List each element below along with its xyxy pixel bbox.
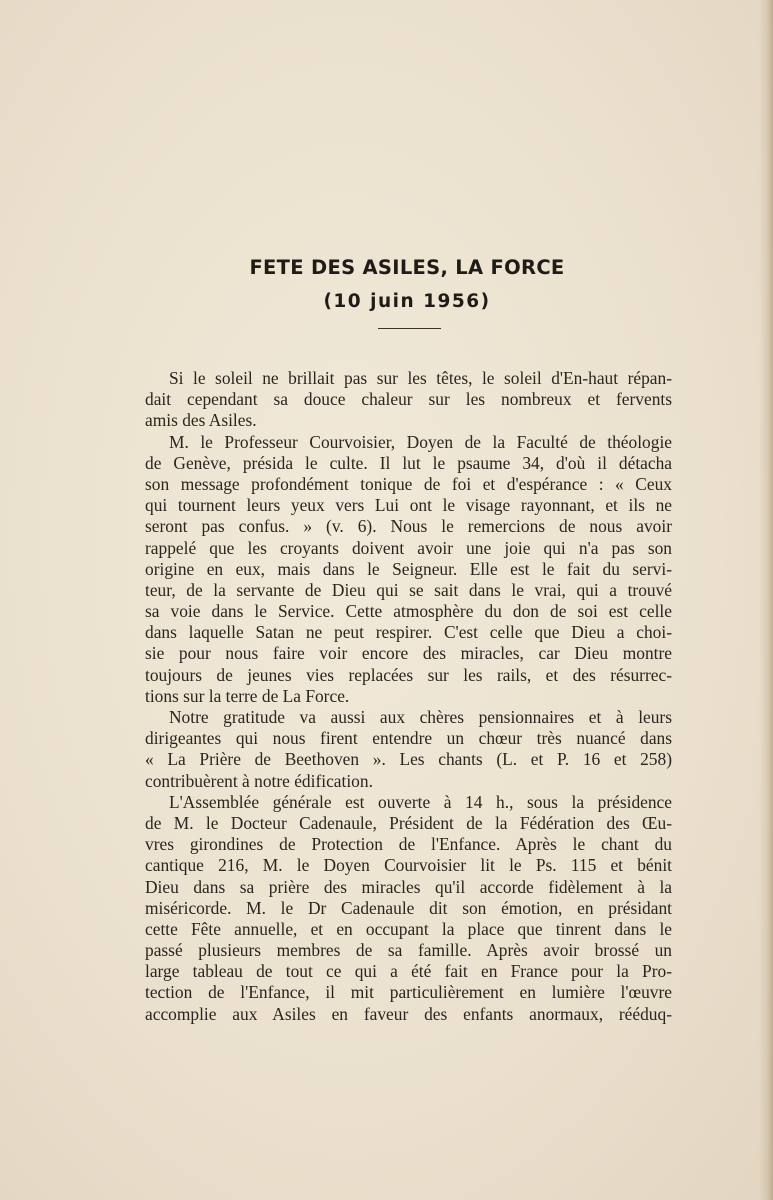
text-line: miséricorde. M. le Dr Cadenaule dit son émotion, en présidant xyxy=(145,897,672,918)
text-line: tection de l'Enfance, il mit particulièrement en lumière l'œuvre xyxy=(145,982,672,1003)
text-line: rappelé que les croyants doivent avoir une joie qui n'a pas son xyxy=(145,537,672,558)
text-line: dans laquelle Satan ne peut respirer. C'est celle que Dieu a choi- xyxy=(145,622,672,643)
text-line: cantique 216, M. le Doyen Courvoisier lit le Ps. 115 et bénit xyxy=(145,855,672,876)
text-line: seront pas confus. » (v. 6). Nous le remercions de nous avoir xyxy=(145,516,672,537)
text-line: L'Assemblée générale est ouverte à 14 h., sous la présidence xyxy=(169,791,672,812)
text-line: toujours de jeunes vies replacées sur les rails, et des résurrec- xyxy=(145,664,672,685)
text-line: son message profondément tonique de foi et d'espérance : « Ceux xyxy=(145,473,672,494)
text-line: vres girondines de Protection de l'Enfance. Après le chant du xyxy=(145,834,672,855)
text-line: « La Prière de Beethoven ». Les chants (L. et P. 16 et 258) xyxy=(145,749,672,770)
article-body xyxy=(145,368,672,1025)
article-title: FETE DES ASILES, LA FORCE xyxy=(249,256,565,279)
text-line: amis des Asiles. xyxy=(145,410,257,431)
text-line: sie pour nous faire voir encore des miracles, car Dieu montre xyxy=(145,643,672,664)
text-line: tions sur la terre de La Force. xyxy=(145,685,350,706)
text-line: de Genève, présida le culte. Il lut le psaume 34, d'où il détacha xyxy=(145,452,672,473)
text-line: dirigeantes qui nous firent entendre un chœur très nuancé dans xyxy=(145,728,672,749)
text-line: dait cependant sa douce chaleur sur les nombreux et fervents xyxy=(145,389,672,410)
text-line: accomplie aux Asiles en faveur des enfants anormaux, rééduq- xyxy=(145,1003,672,1024)
text-line: large tableau de tout ce qui a été fait en France pour la Pro- xyxy=(145,961,672,982)
text-line: cette Fête annuelle, et en occupant la place que tinrent dans le xyxy=(145,918,672,939)
text-line: sa voie dans le Service. Cette atmosphère du don de soi est celle xyxy=(145,601,672,622)
text-line: Notre gratitude va aussi aux chères pensionnaires et à leurs xyxy=(169,707,672,727)
text-line: Si le soleil ne brillait pas sur les têtes, le soleil d'En-haut répan- xyxy=(169,368,672,388)
text-line: M. le Professeur Courvoisier, Doyen de la Faculté de théologie xyxy=(169,431,672,452)
text-line: qui tournent leurs yeux vers Lui ont le visage rayonnant, et ils ne xyxy=(145,495,672,516)
text-line: contribuèrent à notre édification. xyxy=(145,770,373,791)
title-divider xyxy=(378,328,441,329)
article-date: (10 juin 1956) xyxy=(323,291,491,312)
text-line: de M. le Docteur Cadenaule, Président de la Fédération des Œu- xyxy=(145,812,672,833)
text-line: teur, de la servante de Dieu qui se sait dans le vrai, qui a trouvé xyxy=(145,579,672,600)
page-edge-shadow xyxy=(759,0,773,1200)
text-line: passé plusieurs membres de sa famille. Après avoir brossé un xyxy=(145,940,672,961)
text-line: origine en eux, mais dans le Seigneur. Elle est le fait du servi- xyxy=(145,558,672,579)
text-line: Dieu dans sa prière des miracles qu'il accorde fidèlement à la xyxy=(145,876,672,897)
